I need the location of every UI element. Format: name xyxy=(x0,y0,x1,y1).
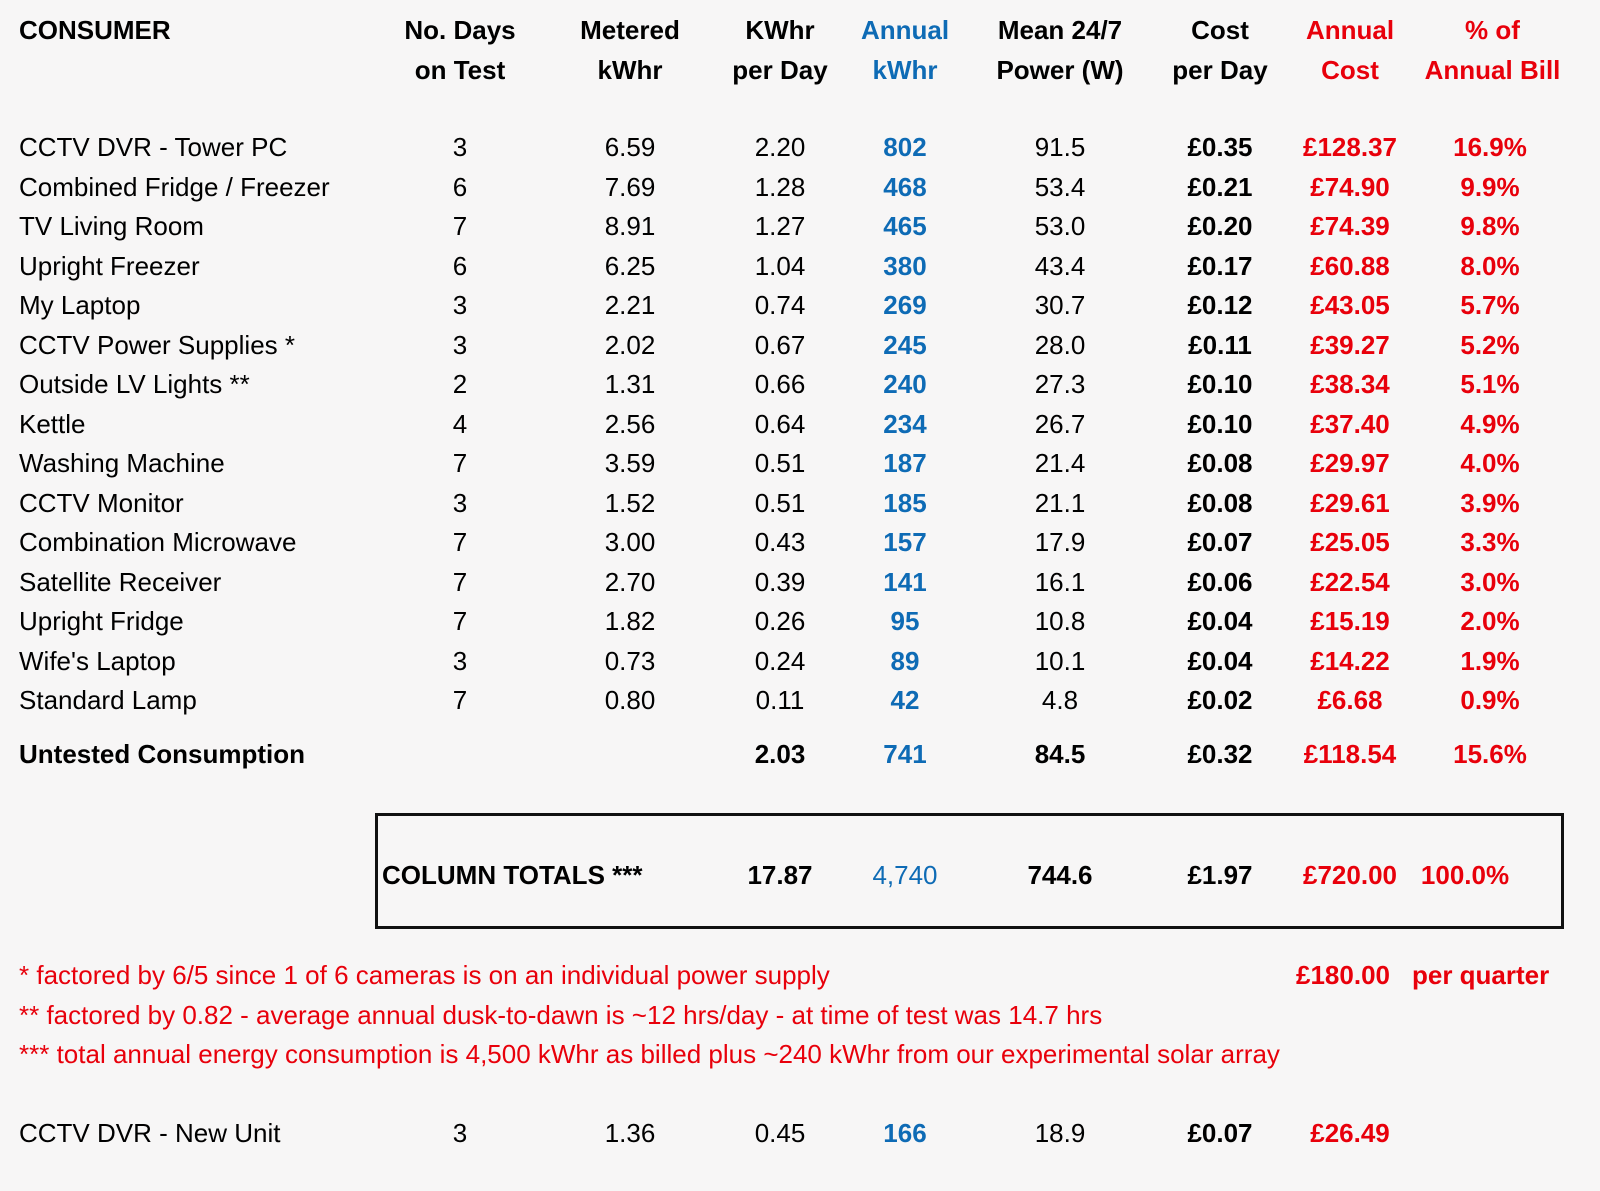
table-row xyxy=(0,562,1600,602)
cell-kwhr-per-day: 1.04 xyxy=(754,250,806,281)
cell-mean-power: 21.4 xyxy=(1034,448,1086,478)
cell-kwhr-per-day: 2.20 xyxy=(754,132,806,162)
cell-mean-power: 30.7 xyxy=(1034,290,1086,320)
cell-mean-power: 17.9 xyxy=(1034,527,1086,557)
cell-kwhr-per-day: 1.28 xyxy=(754,171,806,202)
cell-metered: 2.56 xyxy=(604,408,656,439)
cell-pct-bill: 9.9% xyxy=(1460,171,1520,202)
totals-cost-per-day: £1.97 xyxy=(1187,860,1253,890)
cell-kwhr-per-day: 1.27 xyxy=(754,211,806,241)
table-row xyxy=(0,127,1600,167)
cell-name: Standard Lamp xyxy=(19,685,197,715)
header-pct-bill xyxy=(1410,10,1575,90)
cell-days: 3 xyxy=(452,645,468,676)
table-row xyxy=(0,522,1600,562)
cell-annual-kwhr: 741 xyxy=(883,739,927,769)
table-row-untested xyxy=(0,734,1600,774)
cell-annual-kwhr: 234 xyxy=(883,408,927,439)
cell-mean-power: 84.5 xyxy=(1034,739,1086,769)
cell-annual-cost: £118.54 xyxy=(1303,739,1397,769)
cell-name: CCTV DVR - New Unit xyxy=(19,1118,281,1148)
cell-annual-kwhr: 802 xyxy=(883,132,927,162)
header-annual-kwhr-line1: Annual xyxy=(860,15,950,45)
cell-kwhr-per-day: 0.11 xyxy=(755,685,805,715)
cell-pct-bill: 3.3% xyxy=(1460,527,1520,557)
cell-days: 7 xyxy=(452,606,468,636)
quarterly-amount: £180.00 xyxy=(1296,960,1390,990)
table-row xyxy=(0,483,1600,523)
table-row xyxy=(0,404,1600,444)
cell-kwhr-per-day: 2.03 xyxy=(754,739,806,769)
cell-name: Upright Fridge xyxy=(19,606,184,636)
cell-mean-power: 16.1 xyxy=(1034,566,1086,597)
cell-name: CCTV Power Supplies * xyxy=(19,329,295,360)
cell-pct-bill: 1.9% xyxy=(1460,645,1520,676)
cell-kwhr-per-day: 0.26 xyxy=(754,606,806,636)
cell-name: Combined Fridge / Freezer xyxy=(19,171,330,202)
cell-cost-per-day: £0.17 xyxy=(1187,250,1253,281)
cell-name: Kettle xyxy=(19,408,86,439)
header-mean-power-line1: Mean 24/7 xyxy=(997,15,1123,45)
cell-name: Wife's Laptop xyxy=(19,645,176,676)
footnote-1: * factored by 6/5 since 1 of 6 cameras is on an individual power supply xyxy=(19,960,830,990)
header-consumer xyxy=(19,10,171,50)
cell-kwhr-per-day: 0.51 xyxy=(754,448,806,478)
cell-days: 3 xyxy=(452,487,468,518)
header-annual-kwhr-line2: kWhr xyxy=(872,55,938,85)
quarterly-bill xyxy=(1296,955,1549,995)
header-days xyxy=(395,10,525,90)
cell-annual-kwhr: 166 xyxy=(883,1118,927,1148)
cell-days: 2 xyxy=(452,369,468,399)
cell-mean-power: 4.8 xyxy=(1041,685,1079,715)
header-cost-per-day-line1: Cost xyxy=(1191,15,1249,45)
cell-cost-per-day: £0.04 xyxy=(1187,606,1253,636)
cell-days: 6 xyxy=(452,171,468,202)
cell-mean-power: 43.4 xyxy=(1034,250,1086,281)
cell-name: Washing Machine xyxy=(19,448,225,478)
header-metered-line2: kWhr xyxy=(597,55,663,85)
cell-metered: 0.80 xyxy=(604,685,656,715)
cell-pct-bill: 15.6% xyxy=(1453,739,1527,769)
header-cost-per-day xyxy=(1155,10,1285,90)
cell-annual-kwhr: 185 xyxy=(883,487,927,518)
cell-name: Untested Consumption xyxy=(19,739,305,769)
table-row xyxy=(0,325,1600,365)
table-row xyxy=(0,680,1600,720)
cell-cost-per-day: £0.06 xyxy=(1187,566,1253,597)
quarterly-label: per quarter xyxy=(1411,960,1550,990)
cell-cost-per-day: £0.12 xyxy=(1187,290,1253,320)
cell-metered: 1.52 xyxy=(604,487,656,518)
cell-metered: 1.31 xyxy=(604,369,656,399)
cell-name: Combination Microwave xyxy=(19,527,297,557)
cell-days: 3 xyxy=(452,132,468,162)
cell-mean-power: 18.9 xyxy=(1034,1118,1086,1148)
cell-mean-power: 53.4 xyxy=(1034,171,1086,202)
cell-pct-bill: 8.0% xyxy=(1460,250,1520,281)
cell-days: 3 xyxy=(452,290,468,320)
cell-annual-kwhr: 468 xyxy=(883,171,927,202)
cell-annual-cost: £43.05 xyxy=(1310,290,1390,320)
cell-metered: 2.02 xyxy=(604,329,656,360)
cell-days: 6 xyxy=(452,250,468,281)
footnote-3: *** total annual energy consumption is 4,500 kWhr as billed plus ~240 kWhr from our experimental solar array xyxy=(19,1039,1280,1069)
header-pct-bill-line2: Annual Bill xyxy=(1424,55,1561,85)
cell-kwhr-per-day: 0.74 xyxy=(754,290,806,320)
cell-pct-bill: 2.0% xyxy=(1460,606,1520,636)
cell-name: My Laptop xyxy=(19,290,141,320)
cell-annual-cost: £74.90 xyxy=(1310,171,1390,202)
cell-pct-bill: 4.9% xyxy=(1460,408,1520,439)
cell-days: 7 xyxy=(452,566,468,597)
cell-annual-kwhr: 245 xyxy=(883,329,927,360)
cell-pct-bill: 3.9% xyxy=(1460,487,1520,518)
header-days-line2: on Test xyxy=(414,55,506,85)
cell-days: 4 xyxy=(452,408,468,439)
cell-annual-kwhr: 42 xyxy=(890,685,920,715)
table-row xyxy=(0,601,1600,641)
cell-metered: 6.59 xyxy=(604,132,656,162)
table-row xyxy=(0,167,1600,207)
totals-annual-cost: £720.00 xyxy=(1303,860,1397,890)
cell-mean-power: 27.3 xyxy=(1034,369,1086,399)
cell-days: 3 xyxy=(452,329,468,360)
header-mean-power-line2: Power (W) xyxy=(996,55,1124,85)
table-row xyxy=(0,246,1600,286)
cell-pct-bill: 9.8% xyxy=(1460,211,1520,241)
cell-pct-bill: 4.0% xyxy=(1460,448,1520,478)
header-kwhr-per-day-line2: per Day xyxy=(732,55,828,85)
cell-annual-cost: £26.49 xyxy=(1310,1118,1390,1148)
table-row xyxy=(0,206,1600,246)
cell-name: Outside LV Lights ** xyxy=(19,369,250,399)
cell-annual-cost: £39.27 xyxy=(1310,329,1390,360)
header-metered xyxy=(565,10,695,90)
cell-cost-per-day: £0.04 xyxy=(1187,645,1253,676)
cell-metered: 3.00 xyxy=(604,527,656,557)
cell-annual-kwhr: 187 xyxy=(883,448,927,478)
header-days-line1: No. Days xyxy=(404,15,516,45)
totals-kwhr-per-day: 17.87 xyxy=(747,860,813,890)
cell-days: 7 xyxy=(452,448,468,478)
cell-kwhr-per-day: 0.43 xyxy=(754,527,806,557)
cell-annual-cost: £74.39 xyxy=(1310,211,1390,241)
totals-pct-bill: 100.0% xyxy=(1420,860,1510,890)
cell-annual-kwhr: 95 xyxy=(890,606,920,636)
cell-cost-per-day: £0.35 xyxy=(1187,132,1253,162)
cell-name: Satellite Receiver xyxy=(19,566,222,597)
cell-mean-power: 28.0 xyxy=(1034,329,1086,360)
cell-metered: 8.91 xyxy=(604,211,656,241)
cell-annual-cost: £22.54 xyxy=(1310,566,1390,597)
cell-days: 7 xyxy=(452,211,468,241)
table-row-new-unit xyxy=(0,1113,1600,1153)
cell-annual-cost: £38.34 xyxy=(1310,369,1390,399)
cell-annual-cost: £25.05 xyxy=(1310,527,1390,557)
cell-mean-power: 10.1 xyxy=(1034,645,1086,676)
cell-cost-per-day: £0.10 xyxy=(1187,369,1253,399)
cell-annual-kwhr: 380 xyxy=(883,250,927,281)
cell-annual-cost: £6.68 xyxy=(1317,685,1383,715)
table-row xyxy=(0,285,1600,325)
cell-annual-cost: £37.40 xyxy=(1310,408,1390,439)
cell-days: 7 xyxy=(452,527,468,557)
cell-mean-power: 21.1 xyxy=(1034,487,1086,518)
cell-cost-per-day: £0.08 xyxy=(1187,448,1253,478)
cell-cost-per-day: £0.32 xyxy=(1187,739,1253,769)
cell-annual-kwhr: 269 xyxy=(883,290,927,320)
cell-mean-power: 26.7 xyxy=(1034,408,1086,439)
header-metered-line1: Metered xyxy=(580,15,680,45)
cell-pct-bill: 5.1% xyxy=(1460,369,1520,399)
cell-kwhr-per-day: 0.45 xyxy=(754,1118,806,1148)
header-cost-per-day-line2: per Day xyxy=(1172,55,1268,85)
cell-days: 3 xyxy=(452,1118,468,1148)
cell-cost-per-day: £0.21 xyxy=(1187,171,1253,202)
cell-annual-cost: £15.19 xyxy=(1310,606,1390,636)
cell-pct-bill: 16.9% xyxy=(1453,132,1527,162)
totals-row xyxy=(0,855,1600,895)
cell-pct-bill: 5.2% xyxy=(1460,329,1520,360)
totals-mean-power: 744.6 xyxy=(1027,860,1093,890)
cell-annual-cost: £29.97 xyxy=(1310,448,1390,478)
cell-kwhr-per-day: 0.64 xyxy=(754,408,806,439)
cell-pct-bill: 3.0% xyxy=(1460,566,1520,597)
cell-metered: 0.73 xyxy=(604,645,656,676)
cell-kwhr-per-day: 0.67 xyxy=(754,329,806,360)
cell-metered: 6.25 xyxy=(604,250,656,281)
cell-pct-bill: 0.9% xyxy=(1460,685,1520,715)
cell-mean-power: 10.8 xyxy=(1034,606,1086,636)
cell-kwhr-per-day: 0.66 xyxy=(754,369,806,399)
cell-annual-cost: £14.22 xyxy=(1310,645,1390,676)
cell-annual-cost: £60.88 xyxy=(1310,250,1390,281)
cell-name: CCTV DVR - Tower PC xyxy=(19,132,288,162)
cell-name: Upright Freezer xyxy=(19,250,200,281)
cell-cost-per-day: £0.10 xyxy=(1187,408,1253,439)
cell-pct-bill: 5.7% xyxy=(1460,290,1520,320)
table-row xyxy=(0,641,1600,681)
cell-cost-per-day: £0.08 xyxy=(1187,487,1253,518)
cell-name: CCTV Monitor xyxy=(19,487,184,518)
cell-metered: 2.70 xyxy=(604,566,656,597)
header-annual-cost xyxy=(1285,10,1415,90)
cell-cost-per-day: £0.02 xyxy=(1187,685,1253,715)
header-kwhr-per-day-line1: KWhr xyxy=(745,15,815,45)
cell-cost-per-day: £0.07 xyxy=(1187,527,1253,557)
header-annual-cost-line2: Cost xyxy=(1321,55,1379,85)
header-pct-bill-line1: % of xyxy=(1465,15,1520,45)
cell-metered: 3.59 xyxy=(604,448,656,478)
cell-annual-kwhr: 240 xyxy=(883,369,927,399)
cell-mean-power: 53.0 xyxy=(1034,211,1086,241)
cell-mean-power: 91.5 xyxy=(1034,132,1086,162)
header-mean-power xyxy=(975,10,1145,90)
footnote-2: ** factored by 0.82 - average annual dusk-to-dawn is ~12 hrs/day - at time of test was 14.7 hrs xyxy=(19,1000,1103,1030)
totals-label: COLUMN TOTALS *** xyxy=(382,860,643,890)
table-row xyxy=(0,443,1600,483)
header-kwhr-per-day xyxy=(715,10,845,90)
header-annual-kwhr xyxy=(840,10,970,90)
cell-annual-kwhr: 89 xyxy=(890,645,920,676)
cell-kwhr-per-day: 0.24 xyxy=(754,645,806,676)
cell-metered: 7.69 xyxy=(604,171,656,202)
cell-cost-per-day: £0.11 xyxy=(1188,329,1252,360)
cell-name: TV Living Room xyxy=(19,211,204,241)
cell-kwhr-per-day: 0.39 xyxy=(754,566,806,597)
cell-metered: 1.36 xyxy=(604,1118,656,1148)
cell-cost-per-day: £0.20 xyxy=(1187,211,1253,241)
table-row xyxy=(0,364,1600,404)
cell-days: 7 xyxy=(452,685,468,715)
header-consumer-label: CONSUMER xyxy=(19,15,171,45)
cell-metered: 2.21 xyxy=(604,290,656,320)
totals-annual-kwhr: 4,740 xyxy=(872,860,938,890)
cell-annual-kwhr: 141 xyxy=(883,566,927,597)
cell-annual-cost: £128.37 xyxy=(1303,132,1397,162)
cell-kwhr-per-day: 0.51 xyxy=(754,487,806,518)
cell-annual-kwhr: 465 xyxy=(883,211,927,241)
cell-annual-kwhr: 157 xyxy=(883,527,927,557)
cell-metered: 1.82 xyxy=(604,606,656,636)
cell-cost-per-day: £0.07 xyxy=(1187,1118,1253,1148)
header-annual-cost-line1: Annual xyxy=(1305,15,1395,45)
cell-annual-cost: £29.61 xyxy=(1310,487,1390,518)
